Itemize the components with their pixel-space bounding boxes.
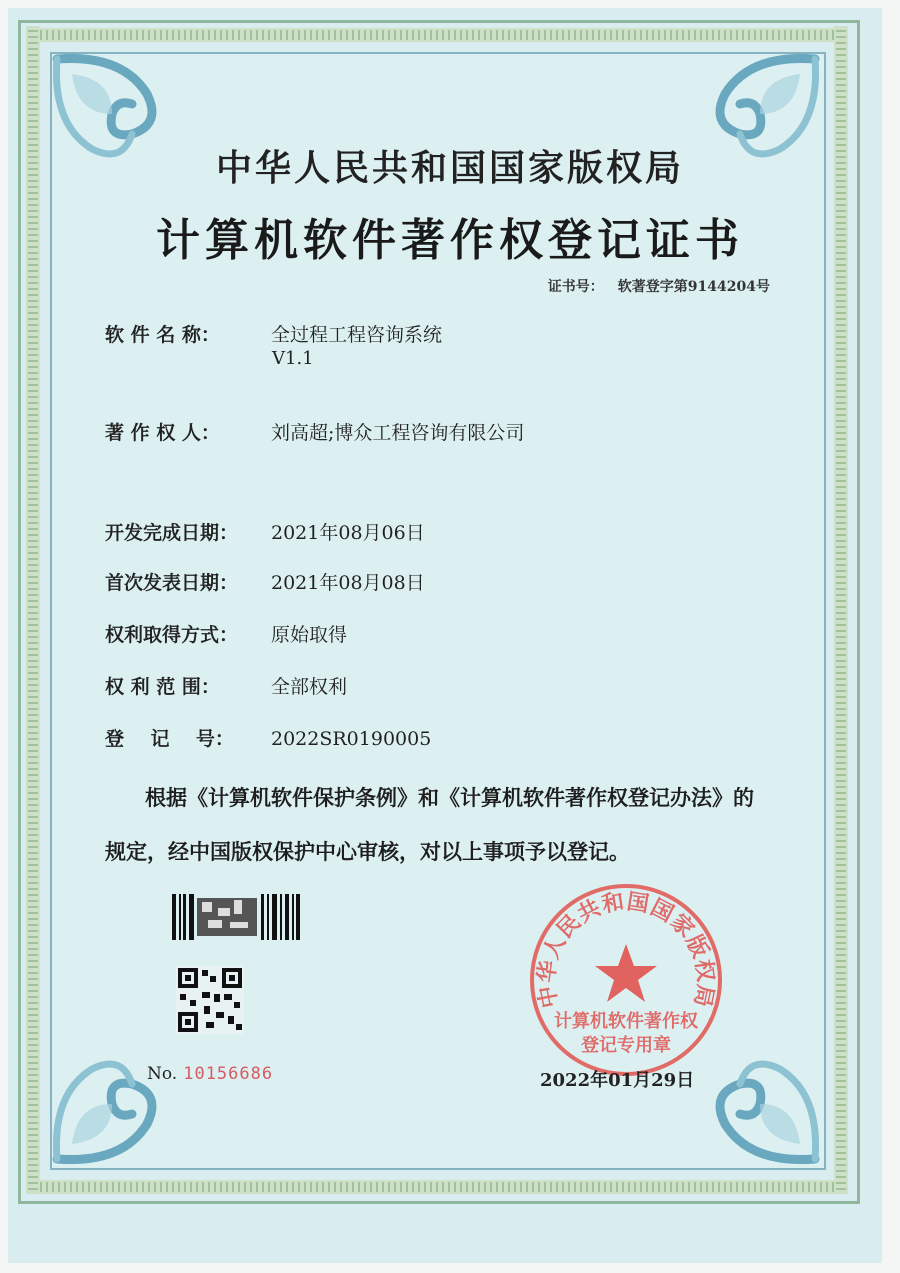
field-label: 开发完成日期： — [105, 522, 239, 544]
field-value: 2022SR0190005 — [271, 728, 432, 750]
certificate-number — [548, 276, 770, 296]
corner-ornament-bottom-left — [52, 1014, 202, 1164]
certificate-title: 计算机软件著作权登记证书 — [156, 215, 744, 266]
field-value: 全过程工程咨询系统 — [271, 324, 443, 346]
field-label: 首次发表日期： — [105, 572, 239, 594]
field-registration-number — [105, 724, 431, 751]
field-value: 刘高超;博众工程咨询有限公司 — [271, 422, 525, 444]
issuing-authority: 中华人民共和国国家版权局 — [215, 147, 684, 189]
field-copyright-owner — [105, 418, 524, 445]
star-icon — [595, 944, 657, 1002]
field-completion-date — [105, 518, 425, 545]
field-value: 原始取得 — [271, 624, 348, 646]
field-publication-date — [105, 568, 425, 595]
serial-number — [147, 1064, 273, 1084]
field-label: 软 件 名 称： — [105, 324, 220, 346]
field-label: 权利取得方式： — [105, 624, 239, 646]
field-label: 登 记 号： — [105, 728, 234, 750]
statement-line-2: 规定，经中国版权保护中心审核，对以上事项予以登记。 — [105, 839, 630, 864]
certificate-number-label: 证书号： — [547, 279, 604, 295]
field-acquisition-method — [105, 620, 347, 647]
border-band-top — [26, 28, 848, 42]
serial-value: 10156686 — [183, 1064, 274, 1084]
statement-line-1: 根据《计算机软件保护条例》和《计算机软件著作权登记办法》的 — [145, 785, 754, 810]
field-label: 权 利 范 围： — [105, 676, 220, 698]
qr-code-image — [176, 966, 244, 1034]
border-band-right — [834, 26, 848, 1192]
barcode-image — [172, 894, 300, 940]
field-rights-scope — [105, 672, 347, 699]
issue-date: 2022年01月29日 — [540, 1070, 695, 1091]
seal-line-2: 登记专用章 — [581, 1035, 671, 1056]
field-value: 全部权利 — [271, 676, 348, 698]
software-version: V1.1 — [272, 348, 314, 369]
field-software-name — [105, 320, 442, 347]
border-band-bottom — [26, 1180, 848, 1194]
certificate-number-value: 软著登字第9144204号 — [617, 279, 770, 295]
serial-prefix: No. — [147, 1064, 178, 1084]
field-value: 2021年08月08日 — [271, 572, 425, 594]
seal-ring-text: 中华人民共和国国家版权局 — [534, 889, 718, 1010]
field-value: 2021年08月06日 — [271, 522, 425, 544]
field-label: 著 作 权 人： — [105, 422, 220, 444]
border-band-left — [26, 26, 40, 1192]
seal-line-1: 计算机软件著作权 — [554, 1011, 698, 1032]
